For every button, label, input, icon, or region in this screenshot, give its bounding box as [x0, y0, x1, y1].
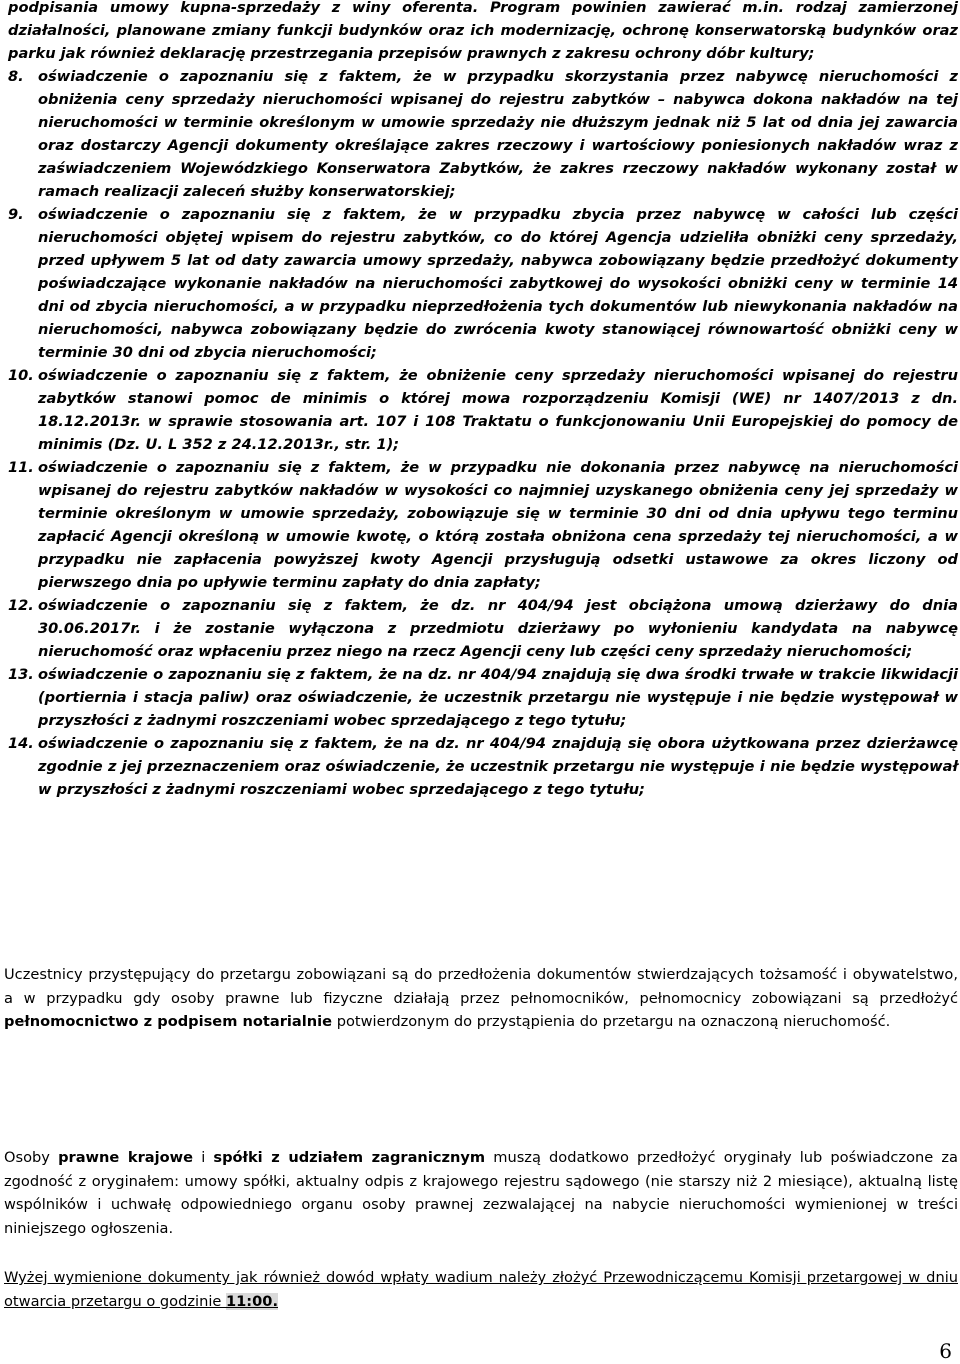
requirements-list — [8, 0, 958, 801]
submission-note-paragraph — [4, 1266, 958, 1313]
paragraph-text: Uczestnicy przystępujący do przetargu zobowiązani są do przedłożenia dokumentów stwierdzających tożsamość i obywatelstwo, a w przypadku gdy osoby prawne lub fizyczne działają przez pełnomocników, pełnomocnicy zobowiązani są przedłożyć — [4, 966, 958, 1007]
legal-entities-paragraph — [4, 1146, 958, 1240]
item-number: 13. — [8, 666, 34, 683]
intro-text: podpisania umowy kupna-sprzedaży z winy oferenta. Program powinien zawierać m.in. rodzaj zamierzonej działalności, planowane zmiany funkcji budynków oraz ich modernizację, ochronę konserwatorską budynków oraz parku jak również deklarację przestrzegania przepisów prawnych z zakresu ochrony dóbr kultury; — [8, 0, 958, 62]
list-item — [8, 594, 958, 663]
highlighted-time: 11:00. — [226, 1292, 278, 1310]
item-text: oświadczenie o zapoznaniu się z faktem, że w przypadku zbycia przez nabywcę w całości lub części nieruchomości objętej wpisem do rejestru zabytków, co do której Agencja udzieliła obniżki ceny sprzedaży, przed upływem 5 lat od daty zawarcia umowy sprzedaży, nabywca zobowiązany będzie przedłożyć dokumenty poświadczające wykonanie nakładów na nieruchomości zabytkowej do wysokości obniżki ceny w terminie 14 dni od zbycia nieruchomości, a w przypadku nieprzedłożenia tych dokumentów lub niewykonania nakładów na nieruchomości, nabywca zobowiązany będzie do zwrócenia kwoty stanowiącej równowartość obniżki ceny w terminie 30 dni od zbycia nieruchomości; — [38, 206, 958, 361]
list-item — [8, 65, 958, 203]
paragraph-text: Wyżej wymienione dokumenty jak również dowód wpłaty wadium należy złożyć Przewodniczącemu Komisji przetargowej w dniu otwarcia przetargu o godzinie — [4, 1269, 958, 1310]
list-item — [8, 732, 958, 801]
paragraph-text: i — [193, 1149, 214, 1166]
item-number: 10. — [8, 367, 34, 384]
item-number: 9. — [8, 206, 24, 223]
item-text: oświadczenie o zapoznaniu się z faktem, że na dz. nr 404/94 znajdują się dwa środki trwałe w trakcie likwidacji (portiernia i stacja paliw) oraz oświadczenie, że uczestnik przetargu nie występuje i nie będzie występował w przyszłości z żadnymi roszczeniami wobec sprzedającego z tego tytułu; — [38, 666, 958, 729]
bold-text: spółki z udziałem zagranicznym — [213, 1149, 486, 1166]
page-number: 6 — [939, 1339, 952, 1363]
paragraph-text: potwierdzonym do przystąpienia do przetargu na oznaczoną nieruchomość. — [332, 1013, 891, 1030]
notarial-power-of-attorney-text: pełnomocnictwo z podpisem notarialnie — [4, 1013, 333, 1030]
list-item — [8, 364, 958, 456]
paragraph-text: muszą dodatkowo przedłożyć oryginały lub poświadczone za zgodność z oryginałem: umowy spółki, aktualny odpis z krajowego rejestru sądowego (nie starszy niż 2 miesiące), aktualną listę wspólników i uchwałę odpowiedniego organu osoby prawnej zezwalającej na nabycie nieruchomości wymienionej w treści niniejszego ogłoszenia. — [4, 1149, 958, 1237]
bold-text: prawne krajowe — [58, 1149, 194, 1166]
item-text: oświadczenie o zapoznaniu się z faktem, że w przypadku nie dokonania przez nabywcę na nieruchomości wpisanej do rejestru zabytków nakładów w wysokości co najmniej uzyskanego obniżenia ceny jej sprzedaży w terminie określonym w umowie sprzedaży, zobowiązuje się w terminie 30 dni od dnia upływu tego terminu zapłacić Agencji określoną w umowie kwotę, o którą została obniżona cena sprzedaży tej nieruchomości, a w przypadku nie zapłacenia powyższej kwoty Agencji przysługują odsetki ustawowe za okres liczony od pierwszego dnia po upływie terminu zapłaty do dnia zapłaty; — [38, 459, 958, 591]
list-item — [8, 663, 958, 732]
item-number: 11. — [8, 459, 34, 476]
item-number: 8. — [8, 68, 24, 85]
item-text: oświadczenie o zapoznaniu się z faktem, że obniżenie ceny sprzedaży nieruchomości wpisanej do rejestru zabytków stanowi pomoc de minimis o której mowa rozporządzeniu Komisji (WE) nr 1407/2013 z dn. 18.12.2013r. w sprawie stosowania art. 107 i 108 Traktatu o funkcjonowaniu Unii Europejskiej do pomocy de minimis (Dz. U. L 352 z 24.12.2013r., str. 1); — [38, 367, 958, 453]
item-text: oświadczenie o zapoznaniu się z faktem, że dz. nr 404/94 jest obciążona umową dzierżawy do dnia 30.06.2017r. i że zostanie wyłączona z przedmiotu dzierżawy po wyłonieniu kandydata na nabywcę nieruchomość oraz wpłaceniu przez niego na rzecz Agencji ceny lub części ceny sprzedaży nieruchomości; — [38, 597, 958, 660]
participants-documents-paragraph — [4, 963, 958, 1034]
list-item — [8, 203, 958, 364]
paragraph-text: Osoby — [4, 1149, 59, 1166]
item-number: 14. — [8, 735, 34, 752]
item-text: oświadczenie o zapoznaniu się z faktem, że w przypadku skorzystania przez nabywcę nieruchomości z obniżenia ceny sprzedaży nieruchomości wpisanej do rejestru zabytków – nabywca dokona nakładów na tej nieruchomości w terminie określonym w umowie sprzedaży nie dłuższym jednak niż 5 lat od dnia jej zawarcia oraz dostarczy Agencji dokumenty określające zakres rzeczowy i wartościowy poniesionych nakładów wraz z zaświadczeniem Wojewódzkiego Konserwatora Zabytków, że zakres rzeczowy nakładów wykonany został w ramach realizacji zaleceń służby konserwatorskiej; — [38, 68, 958, 200]
item-text: oświadczenie o zapoznaniu się z faktem, że na dz. nr 404/94 znajdują się obora użytkowana przez dzierżawcę zgodnie z jej przeznaczeniem oraz oświadczenie, że uczestnik przetargu nie występuje i nie będzie występował w przyszłości z żadnymi roszczeniami wobec sprzedającego z tego tytułu; — [38, 735, 958, 798]
item-number: 12. — [8, 597, 34, 614]
list-item — [8, 456, 958, 594]
